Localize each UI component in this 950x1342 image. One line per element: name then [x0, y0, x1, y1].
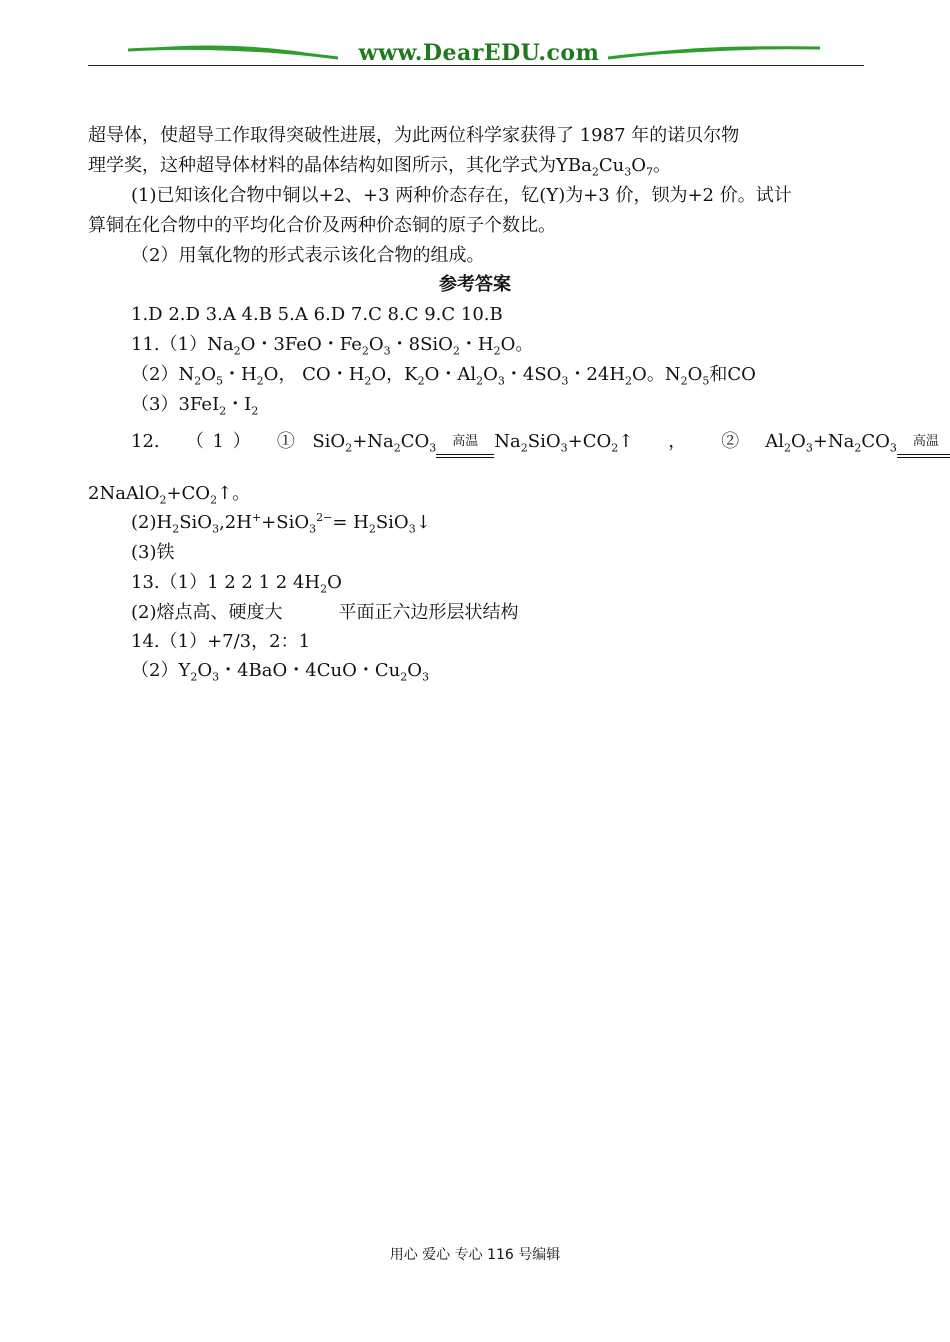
answer-12-3: (3)铁: [131, 542, 175, 563]
header-rule: [88, 65, 864, 66]
page-footer: 用心 爱心 专心 116 号编辑: [389, 1247, 561, 1263]
problem-line-2: 理学奖，这种超导体材料的晶体结构如图所示，其化学式为$YBa_2Cu_3O_7$。: [88, 155, 671, 179]
question-1-line-1: (1)已知该化合物中铜以+2、+3 两种价态存在，钇(Y)为+3 价，钡为+2 价。试计: [131, 185, 792, 206]
problem-line-1: 超导体，使超导工作取得突破性进展，为此两位科学家获得了 1987 年的诺贝尔物: [88, 125, 740, 146]
answers-title: 参考答案: [439, 274, 511, 295]
answer-11-1: $11.(1)Na_2O$・3FeO・$Fe_2O_3$・8SiO$_2$・$H_2O$。: [131, 334, 534, 358]
answer-14-1: 14.（1）+7/3，2：1: [131, 631, 311, 652]
answer-13-1: 13.（1）1 2 2 1 2 $4H_2O$: [131, 572, 342, 596]
site-logo[interactable]: www.DearEDU.com: [358, 40, 600, 66]
reaction-condition: 高温: [436, 430, 494, 456]
page-header: [88, 38, 864, 70]
answer-12-1: 12. （ 1 ） ① $SiO_2+Na_2CO_3$ 高温 $Na_2SiO_3+CO_2↑$ ， ② $Al_2O_3+Na_2CO_3$ 高温: [131, 430, 950, 456]
answer-14-2: $(2)Y_2O_3$・4BaO・4CuO・$Cu_2O_3$: [131, 660, 429, 684]
answer-13-2: (2)熔点高、硬度大 平面正六边形层状结构: [131, 602, 519, 623]
answer-12-2: $(2)H_2SiO_3,2H^++SiO_3^{2-}=$ $H_2SiO_3↓$: [131, 511, 431, 536]
question-2: （2）用氧化物的形式表示该化合物的组成。: [131, 245, 485, 266]
answer-11-3: （3）3FeI$_2$・$I_2$: [131, 394, 259, 418]
reaction-condition: 高温: [897, 430, 950, 456]
chemical-formula: $YBa_2Cu_3O_7$: [556, 155, 653, 179]
mc-answers: 1.D 2.D 3.A 4.B 5.A 6.D 7.C 8.C 9.C 10.B: [131, 304, 503, 325]
question-1-line-2: 算铜在化合物中的平均化合价及两种价态铜的原子个数比。: [88, 215, 556, 236]
answer-11-2: $(2)N_2O_5$・$H_2O$， CO・$H_2O$，$K_2O$・$Al_2O_3$・$4SO_3$・$24H_2O$。$N_2O_5$和CO: [131, 364, 756, 388]
answer-12-1-cont: $2NaAlO_2+CO_2↑$。: [88, 483, 251, 507]
